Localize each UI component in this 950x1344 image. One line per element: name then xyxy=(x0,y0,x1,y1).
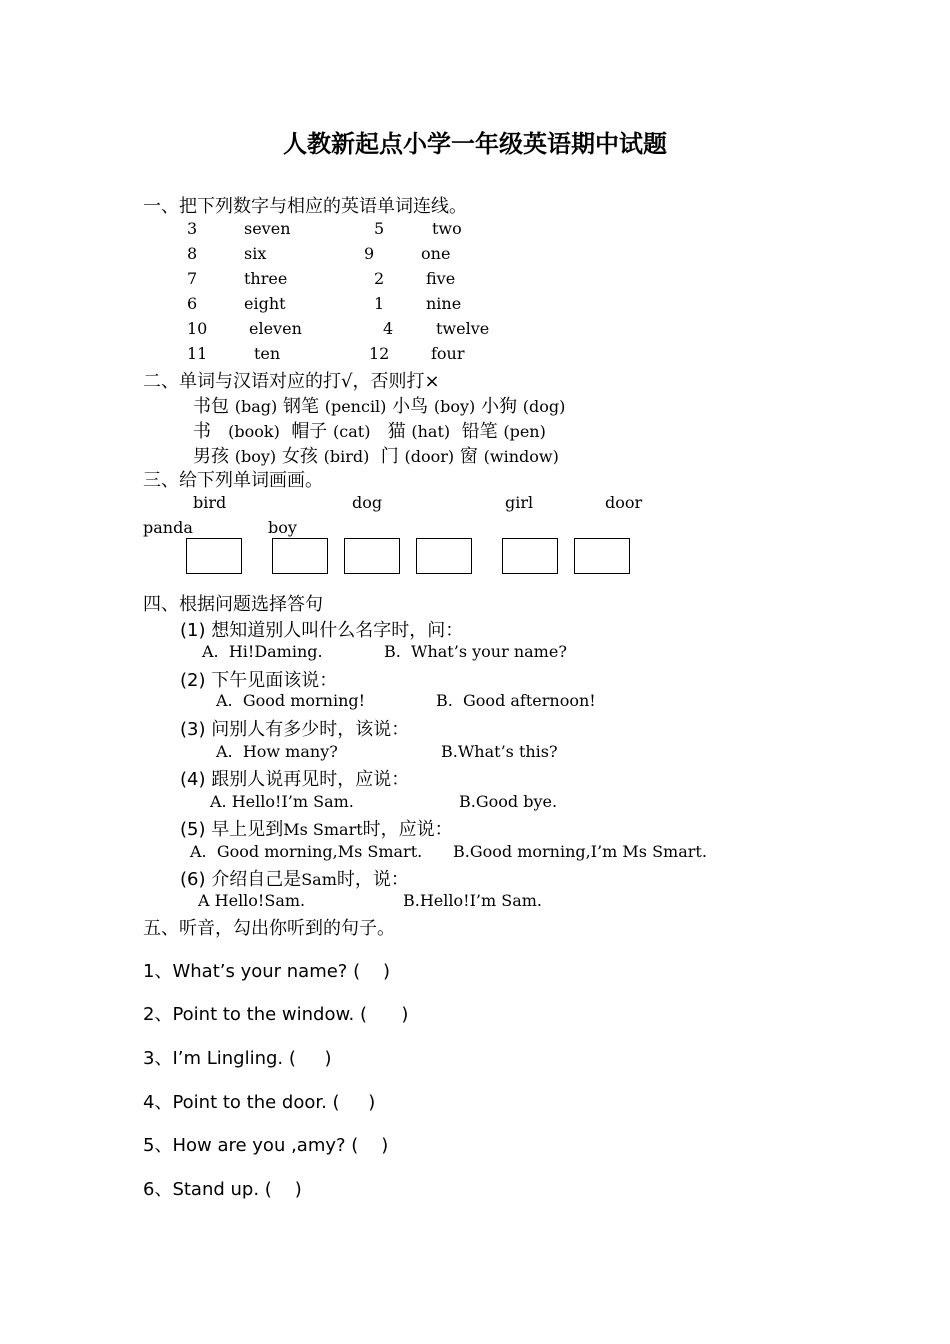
s4-question-part: 时，应说： xyxy=(362,819,453,840)
section-4-heading: 四、根据问题选择答句 xyxy=(143,594,323,615)
s1-num-right: 9 xyxy=(364,244,375,263)
s4-option-b: B. What’s your name? xyxy=(384,642,567,661)
s5-item: 4、Point to the door. ( ) xyxy=(143,1092,376,1113)
s1-word-left: ten xyxy=(254,344,281,363)
s1-word-left: six xyxy=(244,244,267,263)
drawing-box xyxy=(272,538,328,574)
s2-en: (pencil) xyxy=(324,397,387,416)
section-3-heading: 三、给下列单词画画。 xyxy=(143,470,323,491)
drawing-box xyxy=(574,538,630,574)
s1-word-right: two xyxy=(432,219,462,238)
s4-question: (1) 想知道别人叫什么名字时，问： xyxy=(180,620,464,641)
s2-cn: 窗 xyxy=(459,446,478,467)
s2-row xyxy=(193,417,546,443)
s1-num-left: 11 xyxy=(187,344,208,363)
s2-cn: 小鸟 xyxy=(392,396,429,417)
s2-en: (pen) xyxy=(503,422,546,441)
section-2-heading: 二、单词与汉语对应的打√，否则打× xyxy=(143,371,440,392)
s4-option-a: A. How many? xyxy=(216,742,338,761)
s2-cn: 女孩 xyxy=(281,446,318,467)
s3-word-panda: panda xyxy=(143,518,193,537)
s2-en: (bird) xyxy=(323,447,370,466)
s1-num-left: 7 xyxy=(187,269,198,288)
s2-en: (boy) xyxy=(234,447,277,466)
s3-word-girl: girl xyxy=(505,493,534,512)
s4-question: (2) 下午见面该说： xyxy=(180,670,338,691)
s4-question-name: Ms Smart xyxy=(283,820,363,839)
s2-cn: 书 xyxy=(193,421,211,442)
s2-en: (hat) xyxy=(411,422,451,441)
s5-item: 3、I’m Lingling. ( ) xyxy=(143,1048,332,1069)
s1-num-left: 6 xyxy=(187,294,198,313)
s2-en: (window) xyxy=(483,447,559,466)
s4-question: (3) 问别人有多少时，该说： xyxy=(180,719,410,740)
s2-en: (book) xyxy=(228,422,280,441)
s4-question-part: 时，说： xyxy=(336,869,409,890)
s1-word-right: twelve xyxy=(436,319,490,338)
s3-word-door: door xyxy=(605,493,643,512)
s2-row xyxy=(193,442,559,468)
s2-cn: 小狗 xyxy=(481,396,518,417)
drawing-box xyxy=(416,538,472,574)
s2-en: (dog) xyxy=(522,397,566,416)
s1-num-right: 12 xyxy=(369,344,390,363)
s4-question: (4) 跟别人说再见时，应说： xyxy=(180,769,410,790)
s2-en: (door) xyxy=(404,447,455,466)
s2-cn: 书包 xyxy=(193,396,229,417)
s1-word-left: eleven xyxy=(249,319,302,338)
s2-cn: 门 xyxy=(380,446,399,467)
s1-num-left: 10 xyxy=(187,319,208,338)
s1-num-left: 8 xyxy=(187,244,198,263)
s2-cn: 帽子 xyxy=(291,421,328,442)
s1-num-right: 1 xyxy=(374,294,385,313)
s2-cn: 铅笔 xyxy=(461,421,498,442)
s4-question-name: Sam xyxy=(301,870,337,889)
s4-option-a: A Hello!Sam. xyxy=(198,891,306,910)
s4-option-a: A. Hello!I’m Sam. xyxy=(210,792,354,811)
s1-word-right: four xyxy=(431,344,465,363)
s3-word-dog: dog xyxy=(352,493,383,512)
s1-word-left: eight xyxy=(244,294,286,313)
section-1-heading: 一、把下列数字与相应的英语单词连线。 xyxy=(143,196,467,217)
s1-num-right: 2 xyxy=(374,269,385,288)
s1-word-left: three xyxy=(244,269,288,288)
s4-question-part: (6) 介绍自己是 xyxy=(180,869,302,890)
s1-num-right: 4 xyxy=(383,319,394,338)
s4-option-a: A. Good morning! xyxy=(216,691,366,710)
section-5-heading: 五、听音，勾出你听到的句子。 xyxy=(143,918,395,939)
s1-num-left: 3 xyxy=(187,219,198,238)
s1-num-right: 5 xyxy=(374,219,385,238)
s4-option-a: A. Hi!Daming. xyxy=(202,642,323,661)
s2-cn: 钢笔 xyxy=(282,396,319,417)
s5-item: 6、Stand up. ( ) xyxy=(143,1179,302,1200)
s4-question xyxy=(180,865,409,891)
s3-word-bird: bird xyxy=(193,493,227,512)
s4-option-b: B.Good bye. xyxy=(459,792,558,811)
s1-word-right: nine xyxy=(426,294,462,313)
s5-item: 5、How are you ,amy? ( ) xyxy=(143,1135,389,1156)
s4-option-b: B.Good morning,I’m Ms Smart. xyxy=(453,842,707,861)
s2-cn: 猫 xyxy=(387,421,406,442)
s2-en: (bag) xyxy=(234,397,278,416)
s3-word-boy: boy xyxy=(268,518,297,537)
drawing-box xyxy=(502,538,558,574)
s2-en: (boy) xyxy=(433,397,476,416)
s2-cn: 男孩 xyxy=(193,446,229,467)
s1-word-left: seven xyxy=(244,219,291,238)
s4-option-b: B.Hello!I’m Sam. xyxy=(403,891,542,910)
s5-item: 2、Point to the window. ( ) xyxy=(143,1004,409,1025)
page-title: 人教新起点小学一年级英语期中试题 xyxy=(283,130,667,158)
s4-question-part: (5) 早上见到 xyxy=(180,819,284,840)
drawing-box xyxy=(344,538,400,574)
drawing-box xyxy=(186,538,242,574)
s2-en: (cat) xyxy=(333,422,371,441)
s1-word-right: one xyxy=(421,244,451,263)
s2-row xyxy=(193,392,565,418)
s4-option-b: B.What’s this? xyxy=(441,742,558,761)
s4-option-b: B. Good afternoon! xyxy=(436,691,596,710)
s4-option-a: A. Good morning,Ms Smart. xyxy=(190,842,423,861)
s5-item: 1、What’s your name? ( ) xyxy=(143,961,391,982)
s4-question xyxy=(180,815,453,841)
s1-word-right: five xyxy=(426,269,456,288)
